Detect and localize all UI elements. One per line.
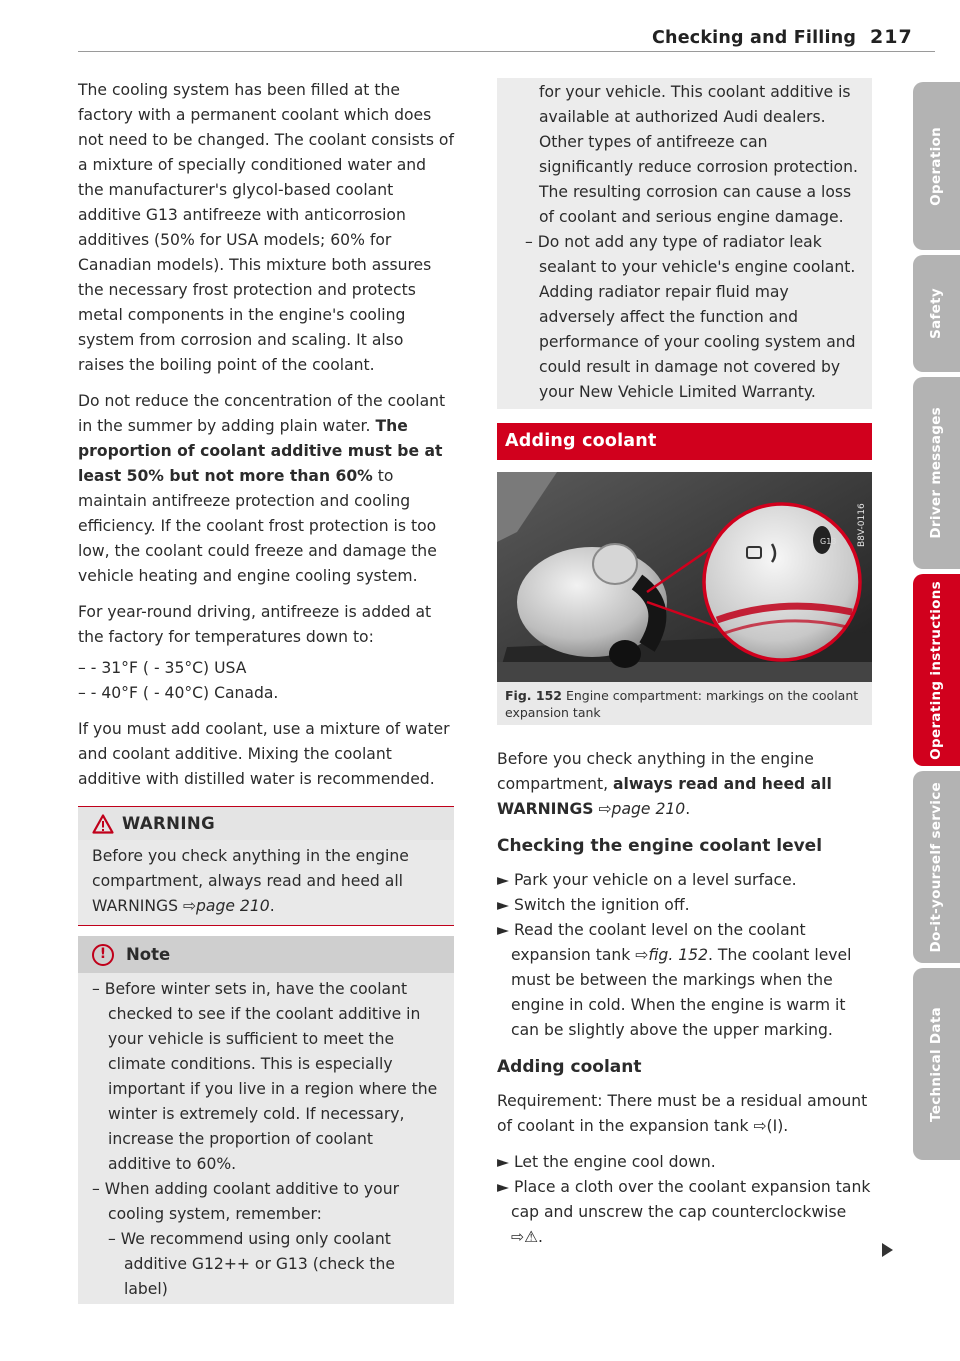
heading-checking-coolant-level: Checking the engine coolant level [497, 836, 823, 856]
tab-safety[interactable] [913, 255, 960, 372]
before-check-bold: always read and heed all WARNINGS [497, 775, 832, 818]
intro-paragraph: The cooling system has been filled at the factory with a permanent coolant which does not need to be changed. The coolant consists of a mixture of specially conditioned water and the manufacturer's glycol-based coolant additive G13 antifreeze with anticorrosion additives (50% for USA models; 60% for Canadian models). This mixture both assures the necessary frost protection and protects metal components in the engine's cooling system from corrosion and scaling. It also raises the boiling point of the coolant. [78, 81, 454, 374]
step-cool-down: ► Let the engine cool down. [497, 1153, 716, 1171]
before-check-page-link[interactable]: ⇨page 210 [598, 800, 686, 818]
engine-compartment-illustration [497, 472, 872, 682]
section-title-adding-coolant: Adding coolant [497, 423, 872, 460]
note-box [78, 936, 454, 1304]
right-column [497, 78, 872, 1250]
concentration-paragraph [78, 389, 454, 589]
warning-triangle-icon [92, 814, 114, 834]
tab-technical-data-label: Technical Data [928, 1006, 944, 1122]
figure-caption [497, 682, 872, 725]
before-check-text: Before you check anything in the engine compartment, [497, 750, 814, 793]
tab-operation[interactable] [913, 82, 960, 250]
figure-caption-text: Engine compartment: markings on the coolant expansion tank [505, 688, 859, 720]
continued-arrow-icon [882, 1243, 893, 1257]
tab-operation-label: Operation [928, 126, 944, 206]
tab-safety-label: Safety [928, 288, 944, 339]
concentration-text-post: to maintain antifreeze protection and cooling efficiency. If the coolant frost protection is too low, the coolant could freeze and damage the vehicle heating and engine cooling system. [78, 467, 437, 585]
step-unscrew-cap: ► Place a cloth over the coolant expansion tank cap and unscrew the cap counterclockwise ⇨⚠. [497, 1178, 871, 1246]
cap-label-text: G13 [820, 537, 837, 546]
note-heading [78, 936, 454, 973]
step-read-level-text: ► Read the coolant level on the coolant expansion tank [497, 921, 806, 964]
mixing-paragraph: If you must add coolant, use a mixture of water and coolant additive. Mixing the coolant additive with distilled water is recommended. [78, 720, 450, 788]
step-ignition-off: ► Switch the ignition off. [497, 896, 690, 914]
note-item-leak-sealant: – Do not add any type of radiator leak sealant to your vehicle's engine coolant. Adding radiator repair fluid may adversely affect the function and performance of your cooling system and could result in damage not covered by your New Vehicle Limited Warranty. [525, 233, 856, 401]
tab-do-it-yourself-service[interactable] [913, 771, 960, 963]
left-column [78, 78, 454, 1304]
step-read-level-post: . The coolant level must be between the markings when the engine in cold. When the engine is warm it can be slightly above the upper marking. [511, 946, 852, 1039]
tab-driver-messages[interactable] [913, 377, 960, 569]
warning-heading [78, 807, 454, 840]
warning-text-main: Before you check anything in the engine compartment, always read and heed all WARNINGS [92, 847, 409, 915]
requirement-text: Requirement: There must be a residual amount of coolant in the expansion tank ⇨(I). [497, 1092, 868, 1135]
step-read-level [497, 918, 872, 1043]
step-park: ► Park your vehicle on a level surface. [497, 871, 797, 889]
warning-text [78, 840, 454, 925]
before-check-paragraph [497, 747, 872, 822]
chapter-tabs [913, 82, 960, 1165]
note-body [78, 973, 454, 1304]
note-title: Note [126, 945, 171, 964]
tab-operating-instructions[interactable] [913, 574, 960, 766]
note-continuation-text: for your vehicle. This coolant additive is available at authorized Audi dealers. Other types of antifreeze can significantly reduce corrosion protection. The resulting corrosion can cause a loss of coolant and serious engine damage. [539, 83, 858, 226]
concentration-bold: The proportion of coolant additive must be at least 50% but not more than 60% [78, 417, 443, 485]
running-header-title: Checking and Filling [652, 28, 857, 48]
tab-driver-messages-label: Driver messages [928, 407, 944, 539]
tab-do-it-yourself-label: Do-it-yourself service [928, 781, 944, 953]
note-continuation [497, 78, 872, 409]
note-item-recommend: – We recommend using only coolant additive G12++ or G13 (check the label) [108, 1230, 396, 1298]
heading-adding-coolant: Adding coolant [497, 1057, 642, 1077]
temp-usa: – - 31°F ( - 35°C) USA [78, 659, 247, 677]
warning-title: WARNING [122, 814, 216, 833]
warning-text-end: . [269, 897, 275, 915]
before-check-end: . [685, 800, 691, 818]
note-item-winter: – Before winter sets in, have the coolant checked to see if the coolant additive in your vehicle is sufficient to meet the climate conditions. This is especially important if you live in a region where the winter is extremely cold. If necessary, increase the proportion of coolant additive to 60%. [92, 980, 438, 1173]
figure-number: Fig. 152 [505, 688, 562, 703]
header-rule [78, 51, 935, 52]
warning-page-link[interactable]: ⇨page 210 [182, 897, 270, 915]
note-exclamation-icon: ! [92, 944, 114, 966]
figure-code: B8V-0116 [857, 503, 867, 547]
page-number: 217 [870, 26, 913, 48]
warning-box [78, 806, 454, 926]
figure-152-image [497, 472, 872, 682]
note-item-adding: – When adding coolant additive to your cooling system, remember: [92, 1180, 399, 1223]
concentration-text-pre: Do not reduce the concentration of the coolant in the summer by adding plain water. [78, 392, 446, 435]
temp-canada: – - 40°F ( - 40°C) Canada. [78, 684, 279, 702]
figure-152-link[interactable]: ⇨fig. 152 [635, 946, 708, 964]
year-round-paragraph: For year-round driving, antifreeze is added at the factory for temperatures down to: [78, 603, 432, 646]
tab-operating-instructions-label: Operating instructions [928, 580, 944, 760]
tab-technical-data[interactable] [913, 968, 960, 1160]
